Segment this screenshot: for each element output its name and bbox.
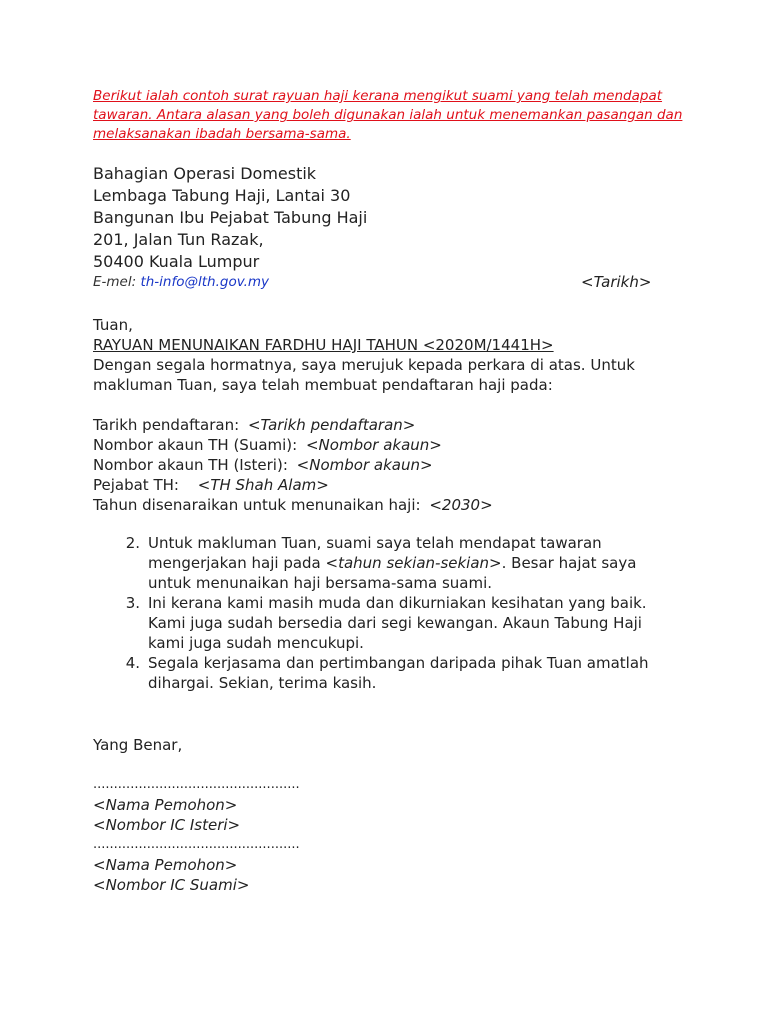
field-row xyxy=(93,455,493,475)
field-value: <TH Shah Alam> xyxy=(197,476,329,494)
signature-line: .................................................. xyxy=(93,837,300,852)
list-text xyxy=(140,533,683,593)
numbered-list xyxy=(93,533,683,693)
list-number: 3. xyxy=(125,594,140,612)
field-value: <Nombor akaun> xyxy=(305,436,442,454)
field-row xyxy=(93,475,493,495)
address-line: 50400 Kuala Lumpur xyxy=(93,252,260,271)
list-text-part: . Besar hajat saya untuk menunaikan haji bersama-sama suami. xyxy=(148,554,637,592)
field-value: <Tarikh pendaftaran> xyxy=(247,416,416,434)
list-text-part: Untuk makluman Tuan, suami saya telah mendapat tawaran mengerjakan haji pada xyxy=(148,534,602,572)
field-row xyxy=(93,435,493,455)
field-value: <Nombor akaun> xyxy=(296,456,433,474)
address-line: 201, Jalan Tun Razak, xyxy=(93,230,264,249)
salutation: Tuan, xyxy=(93,316,133,334)
field-row xyxy=(93,495,493,515)
field-label: Tahun disenaraikan untuk menunaikan haji: xyxy=(93,496,421,514)
list-emphasis: <tahun sekian-sekian> xyxy=(325,554,502,572)
intro-note: Berikut ialah contoh surat rayuan haji kerana mengikut suami yang telah mendapat tawaran. Antara alasan yang boleh digunakan ialah untuk menemankan pasangan dan melaksanakan ibadah bersama-sama. xyxy=(93,88,683,142)
closing: Yang Benar, xyxy=(93,736,183,754)
list-text xyxy=(140,653,683,693)
registration-fields xyxy=(93,415,493,515)
subject-line: RAYUAN MENUNAIKAN FARDHU HAJI TAHUN <2020M/1441H> xyxy=(93,336,554,354)
list-text xyxy=(140,593,683,653)
list-number: 4. xyxy=(125,654,140,672)
field-label: Nombor akaun TH (Suami): xyxy=(93,436,298,454)
opening-paragraph: Dengan segala hormatnya, saya merujuk kepada perkara di atas. Untuk makluman Tuan, saya telah membuat pendaftaran haji pada: xyxy=(93,356,635,394)
address-line: Bangunan Ibu Pejabat Tabung Haji xyxy=(93,208,368,227)
applicant-ic: <Nombor IC Isteri> xyxy=(93,816,241,834)
list-text-part: Segala kerjasama dan pertimbangan daripada pihak Tuan amatlah dihargai. Sekian, terima kasih. xyxy=(148,654,649,692)
email-row xyxy=(93,273,653,291)
signature-line: .................................................. xyxy=(93,777,300,792)
field-label: Pejabat TH: xyxy=(93,476,179,494)
field-label: Nombor akaun TH (Isteri): xyxy=(93,456,288,474)
applicant-ic: <Nombor IC Suami> xyxy=(93,876,250,894)
field-value: <2030> xyxy=(429,496,493,514)
signature-block xyxy=(93,775,300,895)
email-label: E-mel: xyxy=(93,274,141,290)
recipient-address xyxy=(93,163,367,273)
field-row xyxy=(93,415,493,435)
address-line: Bahagian Operasi Domestik xyxy=(93,164,317,183)
list-text-part: Ini kerana kami masih muda dan dikurniakan kesihatan yang baik. Kami juga sudah bersedia dari segi kewangan. Akaun Tabung Haji kami juga sudah mencukupi. xyxy=(148,594,647,652)
field-label: Tarikh pendaftaran: xyxy=(93,416,240,434)
list-number: 2. xyxy=(125,534,140,552)
applicant-name: <Nama Pemohon> xyxy=(93,796,238,814)
date-placeholder: <Tarikh> xyxy=(581,273,652,291)
email-link[interactable]: th-info@lth.gov.my xyxy=(140,274,270,290)
address-line: Lembaga Tabung Haji, Lantai 30 xyxy=(93,186,351,205)
list-item xyxy=(93,593,683,653)
applicant-name: <Nama Pemohon> xyxy=(93,856,238,874)
list-item xyxy=(93,653,683,693)
list-item xyxy=(93,533,683,593)
